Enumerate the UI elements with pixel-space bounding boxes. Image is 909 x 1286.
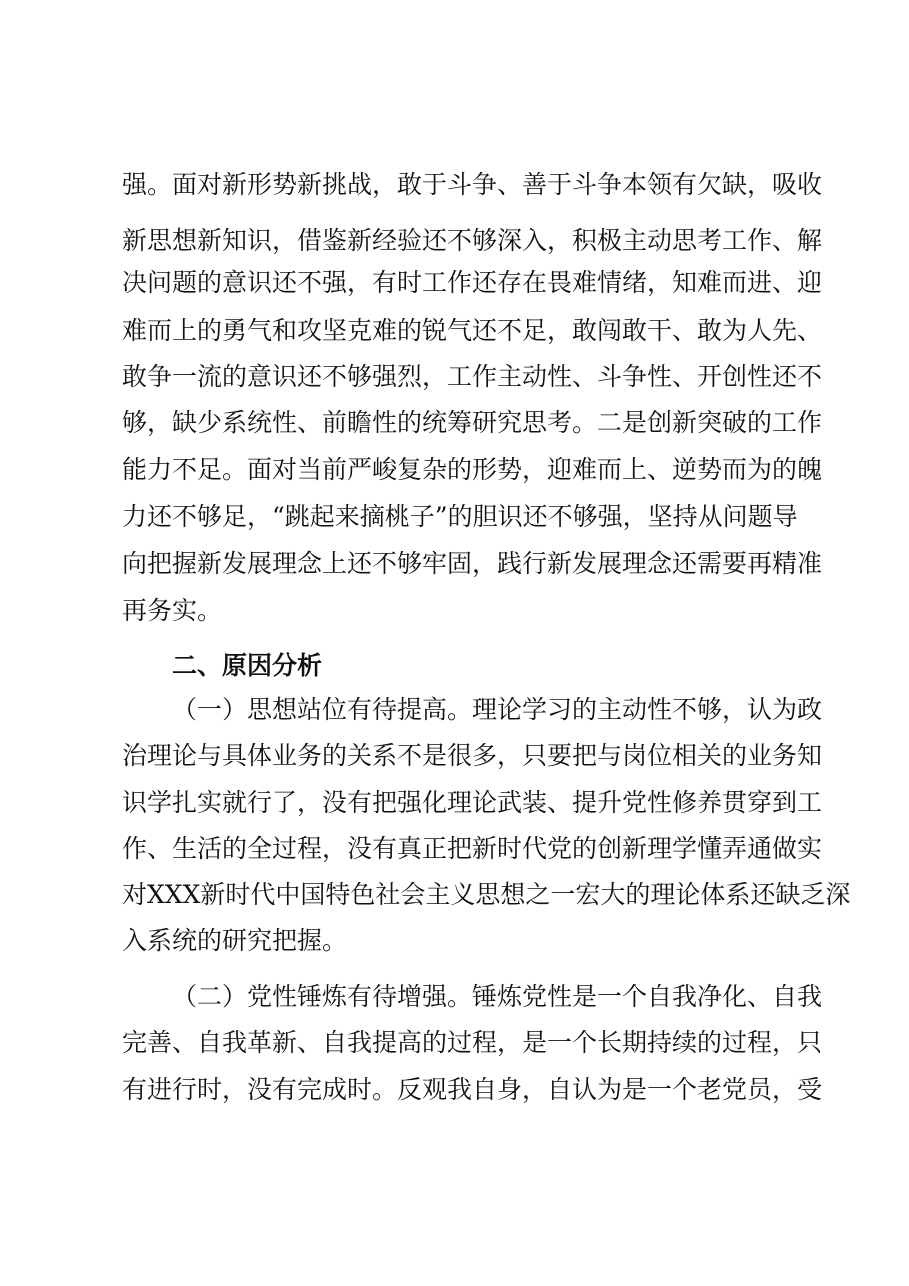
paragraph-3-line-1: （二）党性锤炼有待增强。锤炼党性是一个自我净化、自我 <box>172 982 823 1011</box>
paragraph-1-line-5: 敢争一流的意识还不够强烈，工作主动性、斗争性、开创性还不 <box>122 362 823 391</box>
paragraph-2-line-6: 入系统的研究把握。 <box>122 926 348 955</box>
paragraph-2-line-5: 对XXX新时代中国特色社会主义思想之一宏大的理论体系还缺乏深 <box>122 880 851 909</box>
paragraph-2-line-2: 治理论与具体业务的关系不是很多，只要把与岗位相关的业务知 <box>122 741 823 770</box>
paragraph-3-line-3: 有进行时，没有完成时。反观我自身，自认为是一个老党员，受 <box>122 1075 823 1104</box>
paragraph-1-line-10: 再务实。 <box>122 596 223 625</box>
paragraph-1-line-1: 强。面对新形势新挑战，敢于斗争、善于斗争本领有欠缺，吸收 <box>122 170 823 199</box>
paragraph-1-line-6: 够，缺少系统性、前瞻性的统筹研究思考。二是创新突破的工作 <box>122 408 823 437</box>
paragraph-3-line-2: 完善、自我革新、自我提高的过程，是一个长期持续的过程，只 <box>122 1028 823 1057</box>
paragraph-1-line-4: 难而上的勇气和攻坚克难的锐气还不足，敢闯敢干、敢为人先、 <box>122 316 823 345</box>
paragraph-1-line-8: 力还不够足，“跳起来摘桃子”的胆识还不够强，坚持从问题导 <box>122 502 798 531</box>
section-heading: 二、原因分析 <box>172 651 323 680</box>
paragraph-1-line-9: 向把握新发展理念上还不够牢固，践行新发展理念还需要再精准 <box>122 549 823 578</box>
paragraph-1-line-2: 新思想新知识，借鉴新经验还不够深入，积极主动思考工作、解 <box>122 226 823 255</box>
paragraph-2-line-3: 识学扎实就行了，没有把强化理论武装、提升党性修养贯穿到工 <box>122 788 823 817</box>
paragraph-1-line-7: 能力不足。面对当前严峻复杂的形势，迎难而上、逆势而为的魄 <box>122 455 823 484</box>
paragraph-1-line-3: 决问题的意识还不强，有时工作还存在畏难情绪，知难而进、迎 <box>122 268 823 297</box>
paragraph-2-line-4: 作、生活的全过程，没有真正把新时代党的创新理学懂弄通做实 <box>122 834 823 863</box>
paragraph-2-line-1: （一）思想站位有待提高。理论学习的主动性不够，认为政 <box>172 695 823 724</box>
